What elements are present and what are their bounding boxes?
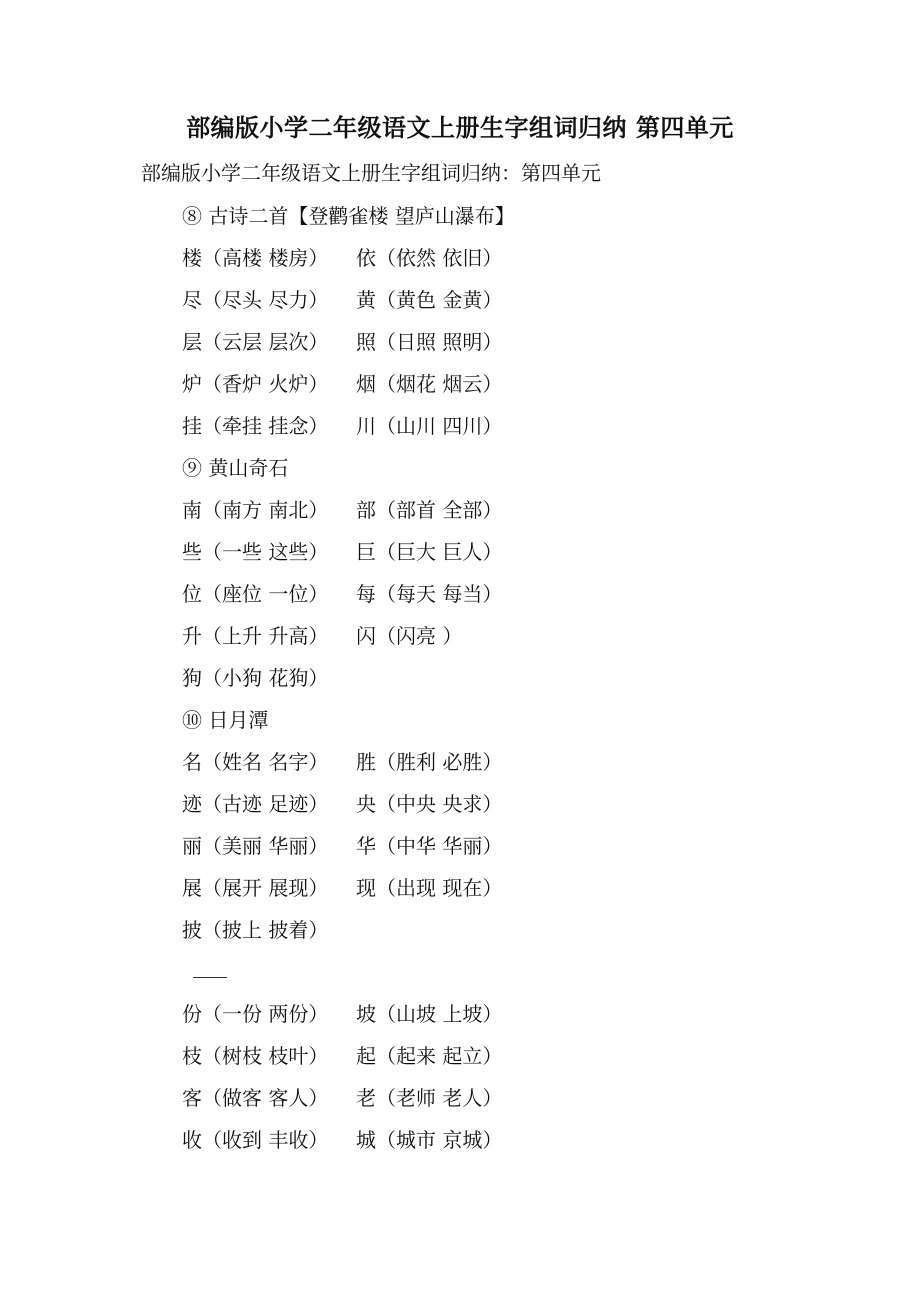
word-row bbox=[182, 285, 782, 327]
word-entry: 些（一些 这些） bbox=[182, 540, 329, 564]
word-entry: 升（上升 升高） bbox=[182, 624, 329, 648]
word-entry: 央（中央 央求） bbox=[356, 792, 503, 816]
word-row bbox=[182, 621, 782, 663]
word-entry: 尽（尽头 尽力） bbox=[182, 288, 329, 312]
separator-rule bbox=[193, 977, 227, 978]
document-subtitle: 部编版小学二年级语文上册生字组词归纳：第四单元 bbox=[141, 161, 601, 185]
word-entry: 展（展开 展现） bbox=[182, 876, 329, 900]
word-row bbox=[182, 1083, 782, 1125]
word-entry: 闪（闪亮 ） bbox=[356, 624, 463, 648]
word-entry: 胜（胜利 必胜） bbox=[356, 750, 503, 774]
word-entry: 黄（黄色 金黄） bbox=[356, 288, 503, 312]
word-row bbox=[182, 873, 782, 915]
word-row bbox=[182, 999, 782, 1041]
word-entry: 依（依然 依旧） bbox=[356, 246, 503, 270]
word-entry: 巨（巨大 巨人） bbox=[356, 540, 503, 564]
word-entry: 挂（牵挂 挂念） bbox=[182, 414, 329, 438]
word-row bbox=[182, 831, 782, 873]
word-entry: 现（出现 现在） bbox=[356, 876, 503, 900]
word-row bbox=[182, 1041, 782, 1083]
word-entry: 位（座位 一位） bbox=[182, 582, 329, 606]
word-entry: 每（每天 每当） bbox=[356, 582, 503, 606]
word-entry: 南（南方 南北） bbox=[182, 498, 329, 522]
word-row bbox=[182, 327, 782, 369]
word-row bbox=[182, 411, 782, 453]
word-row bbox=[182, 789, 782, 831]
word-entry: 起（起来 起立） bbox=[356, 1044, 503, 1068]
word-entry: 枝（树枝 枝叶） bbox=[182, 1044, 329, 1068]
lesson-heading: ⑧ 古诗二首【登鹳雀楼 望庐山瀑布】 bbox=[182, 204, 515, 228]
word-entry: 川（山川 四川） bbox=[356, 414, 503, 438]
word-entry: 部（部首 全部） bbox=[356, 498, 503, 522]
lesson-heading: ⑨ 黄山奇石 bbox=[182, 456, 289, 480]
word-row bbox=[182, 747, 782, 789]
word-entry: 照（日照 照明） bbox=[356, 330, 503, 354]
word-list bbox=[182, 201, 782, 1167]
word-row bbox=[182, 1125, 782, 1167]
word-entry: 华（中华 华丽） bbox=[356, 834, 503, 858]
word-entry: 狗（小狗 花狗） bbox=[182, 666, 329, 690]
word-entry: 炉（香炉 火炉） bbox=[182, 372, 329, 396]
word-row bbox=[182, 243, 782, 285]
word-entry: 收（收到 丰收） bbox=[182, 1128, 329, 1152]
word-entry: 丽（美丽 华丽） bbox=[182, 834, 329, 858]
word-entry: 客（做客 客人） bbox=[182, 1086, 329, 1110]
word-row bbox=[182, 579, 782, 621]
word-entry: 城（城市 京城） bbox=[356, 1128, 503, 1152]
section-separator bbox=[182, 957, 782, 999]
word-entry: 层（云层 层次） bbox=[182, 330, 329, 354]
word-row bbox=[182, 369, 782, 411]
document-title: 部编版小学二年级语文上册生字组词归纳 第四单元 bbox=[186, 113, 734, 142]
word-entry: 披（披上 披着） bbox=[182, 918, 329, 942]
word-entry: 烟（烟花 烟云） bbox=[356, 372, 503, 396]
word-row bbox=[182, 915, 782, 957]
word-row bbox=[182, 495, 782, 537]
word-entry: 坡（山坡 上坡） bbox=[356, 1002, 503, 1026]
word-entry: 份（一份 两份） bbox=[182, 1002, 329, 1026]
word-row bbox=[182, 537, 782, 579]
word-entry: 老（老师 老人） bbox=[356, 1086, 503, 1110]
word-entry: 迹（古迹 足迹） bbox=[182, 792, 329, 816]
word-entry: 名（姓名 名字） bbox=[182, 750, 329, 774]
word-entry: 楼（高楼 楼房） bbox=[182, 246, 329, 270]
lesson-heading: ⑩ 日月潭 bbox=[182, 708, 269, 732]
word-row bbox=[182, 663, 782, 705]
